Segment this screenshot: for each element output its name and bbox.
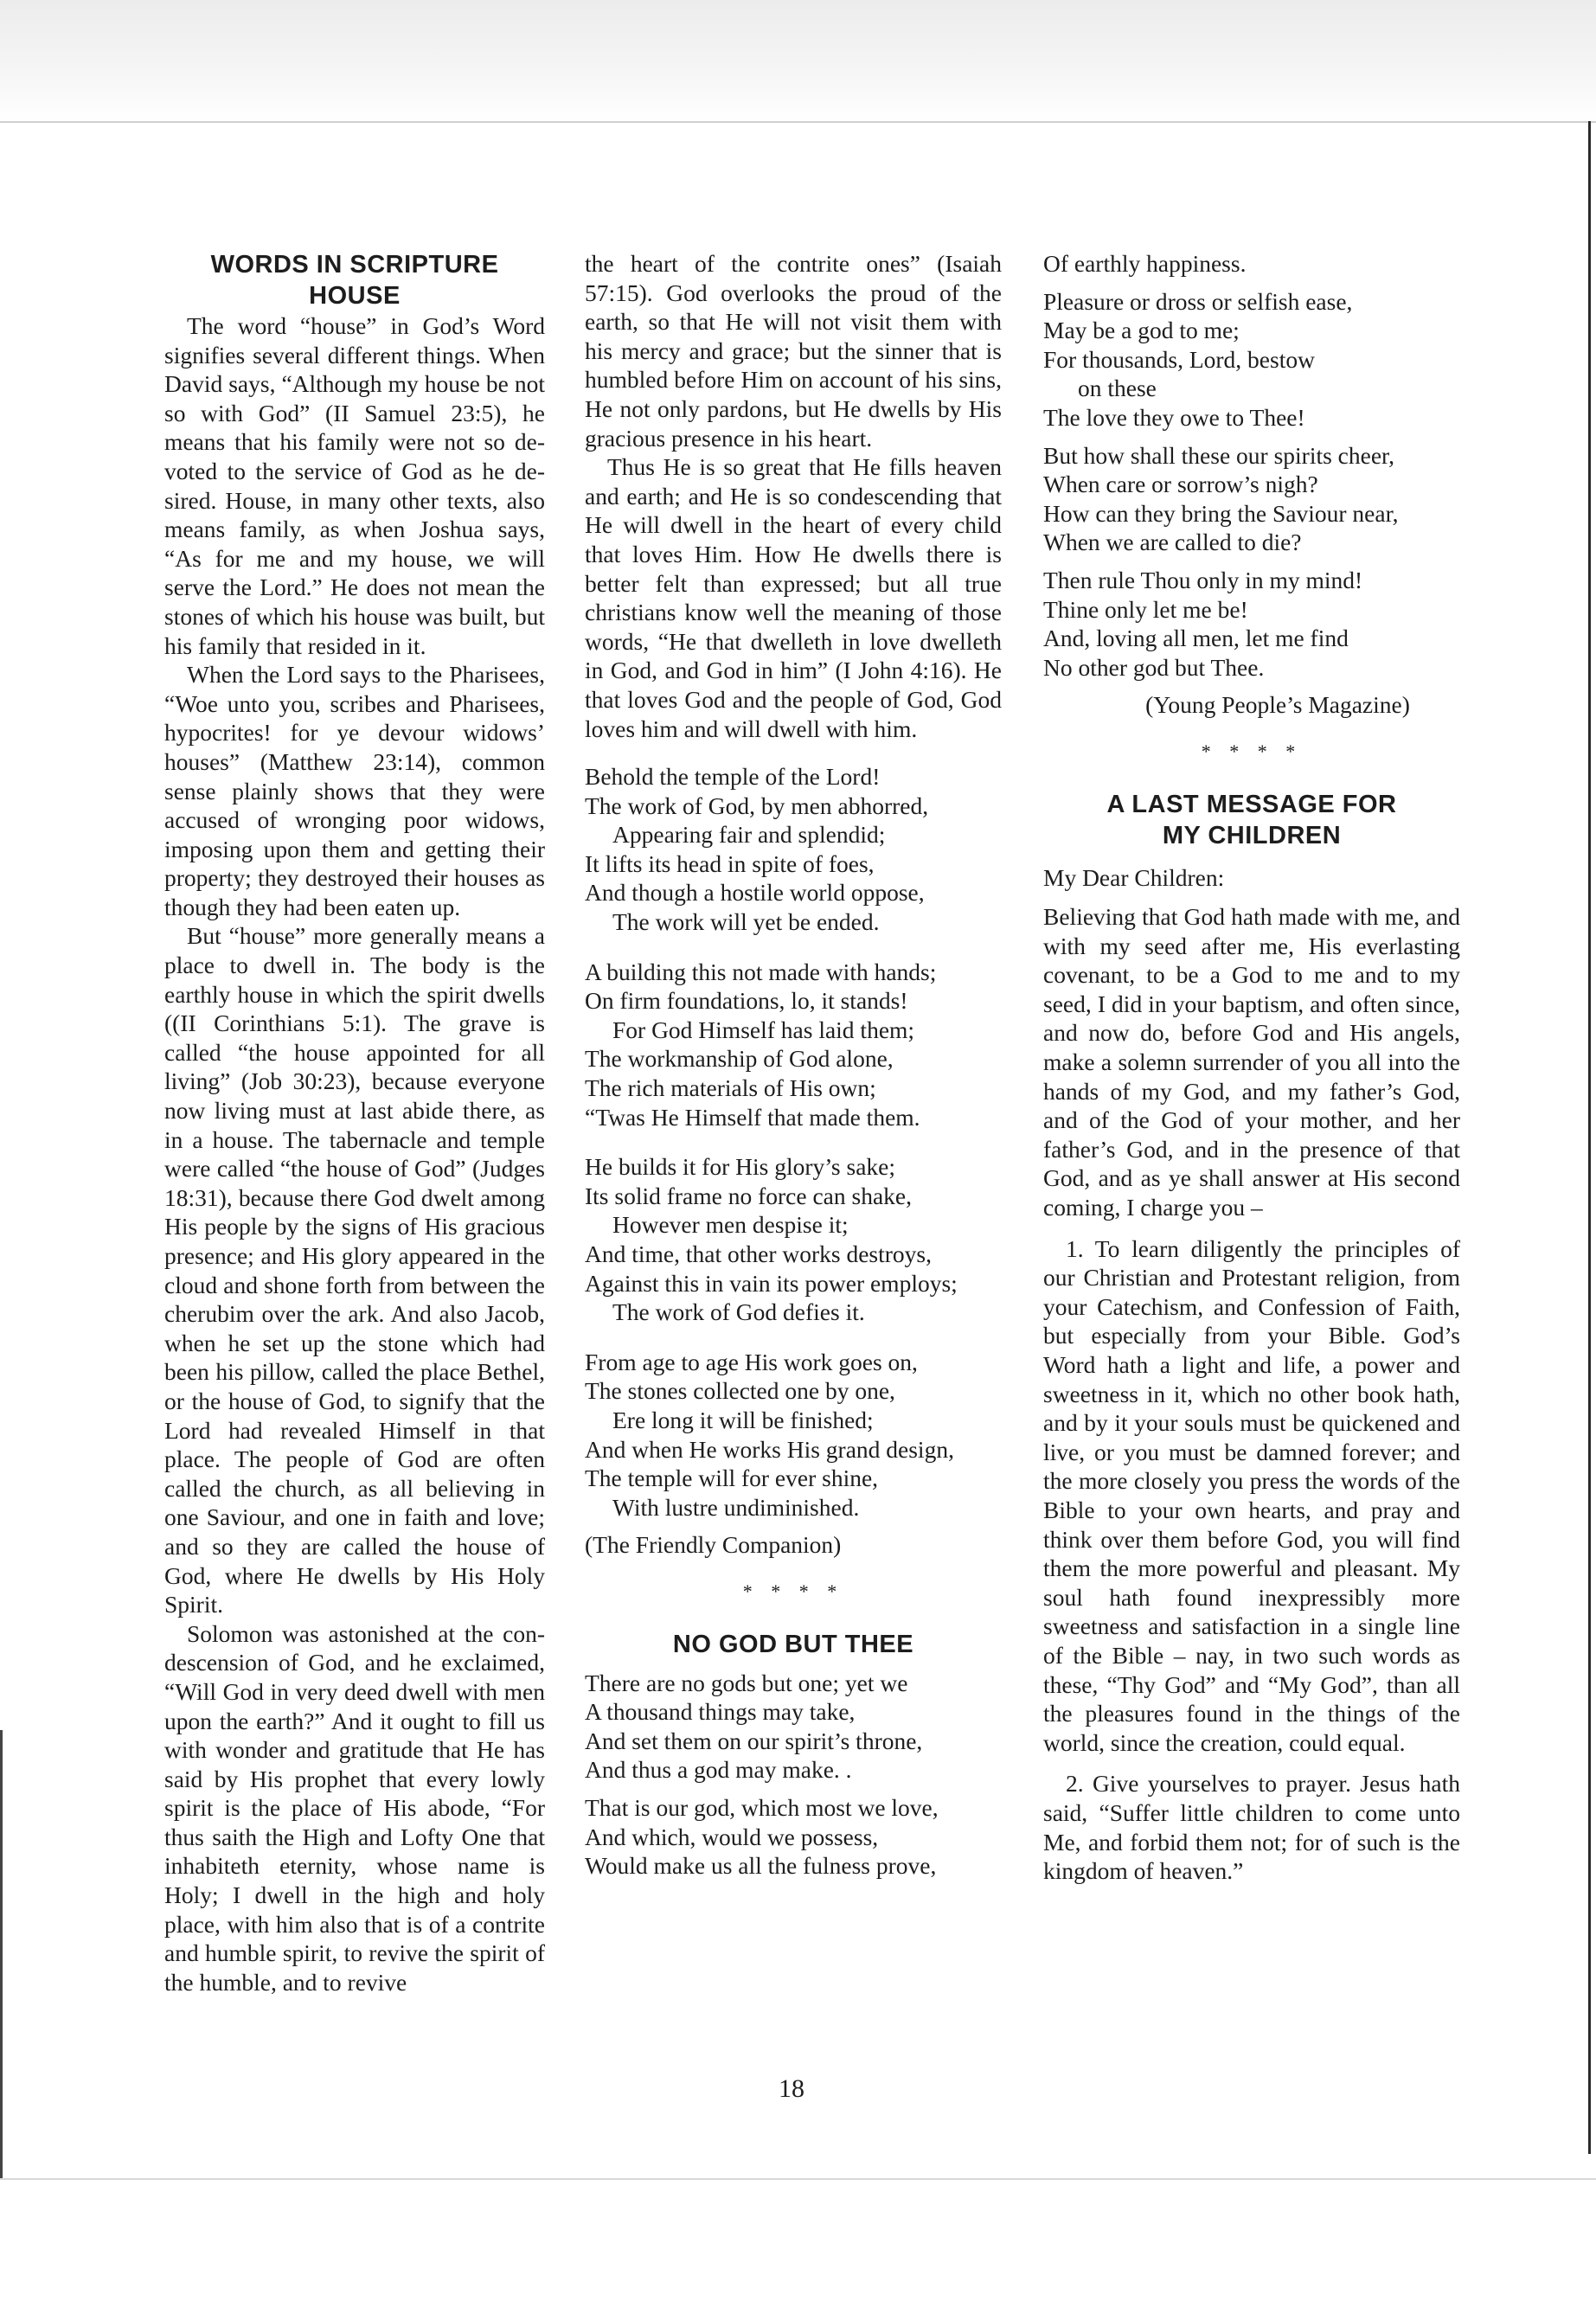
poem-line: For thousands, Lord, bestow [1043,345,1315,373]
poem-stanza [1043,566,1460,682]
poem-line: on these [1078,375,1157,402]
paragraph: the heart of the contrite ones” (Isaiah 57:15). God overlooks the proud of the earth, so that He will not visit them with his mercy and grace; but the sinner that is humbled before Him on account of his sins, He not only pardons, but He dwells by His gracious presence in his heart. [585,250,1002,452]
poem-line: The work of God, by men abhorred, [585,792,929,819]
poem-temple [585,762,1002,1522]
poem-line: Pleasure or dross or selfish ease, [1043,287,1353,315]
poem-no-god-but-thee-continued [1043,249,1460,682]
column-3 [1043,249,1460,1886]
paragraph: Solomon was astonished at the condescension of God, and he exclaimed, “Will God in very deed dwell with men upon the earth?” And it ought to fill us with wonder and gratitude that He has said by His prophet that every lowly spirit is the place of His abode, “For thus saith the High and Lofty One that inhabiteth eternity, whose name is Holy; I dwell in the high and holy place, with him also that is of a contrite and humble spirit, to revive the spirit of the humble, and to revive [164,1619,545,1996]
poem-stanza [585,1669,1002,1785]
poem-line: No other god but Thee. [1043,653,1265,681]
heading-line: HOUSE [309,282,401,310]
poem-line: Its solid frame no force can shake, [585,1182,912,1209]
paragraph: 2. Give yourselves to prayer. Jesus hath said, “Suffer little children to come unto Me, and forbid them not; for of such is the kingdom of heaven.” [1043,1770,1460,1885]
poem-line: Behold the temple of the Lord! [585,763,881,791]
section-divider-stars: * * * * [1201,740,1303,762]
page-left-edge [0,1730,3,2180]
poem-line: The love they owe to Thee! [1043,403,1305,431]
poem-stanza [585,762,1002,937]
poem-no-god-but-thee [585,1669,1002,1881]
poem-line: But how shall these our spirits cheer, [1043,441,1394,469]
heading-line: WORDS IN SCRIPTURE [210,251,499,279]
poem-line: Then rule Thou only in my mind! [1043,566,1363,593]
poem-line: The workmanship of God alone, [585,1045,894,1073]
poem-stanza [585,958,1002,1132]
poem-line: There are no gods but one; yet we [585,1669,908,1696]
poem-line: And set them on our spirit’s throne, [585,1727,923,1754]
paragraph: But “house” more generally means a place to dwell in. The body is the earthly house in which the spirit dwells ((II Corinthians 5:1). The grave is called “the house appointed for all living” (Job 30:23), because everyone now living must at last abide there, as in a house. The tabernacle and temple were called “the house of God” (Judges 18:31), because there God dwelt among His people by the signs of His gracious presence; and His glory appeared in the cloud and shone forth from between the cherubim over the ark. And also Jacob, when he set up the stone which had been his pillow, called the place Bethel, or the house of God, to signify that the Lord had revealed Himself in that place. The people of God are often called the church, as all believing in one Saviour, and one in faith and love; and so they are called the house of God, where He dwells by His Holy Spirit. [164,922,545,1618]
poem-line: That is our god, which most we love, [585,1793,939,1821]
poem-line: “Twas He Himself that made them. [585,1103,920,1131]
poem-line: May be a god to me; [1043,317,1240,344]
poem-line: A building this not made with hands; [585,958,937,985]
poem-line: The stones collected one by one, [585,1377,895,1405]
paragraph: The word “house” in God’s Word signifies several different things. When David says, “Although my house be not so with God” (II Samuel 23:5), he means that his family were not so devoted to the service of God as he desired. House, in many other texts, also means family, as when Joshua says, “As for me and my house, we will serve the Lord.” He does not mean the stones of which his house was built, but his family that resided in it. [164,312,545,659]
poem-stanza [585,1152,1002,1327]
column-2 [585,249,1002,1889]
poem-line: Ere long it will be finished; [612,1406,874,1433]
article-heading-no-god-but-thee: NO GOD BUT THEE [672,1630,914,1658]
poem-line: He builds it for His glory’s sake; [585,1153,895,1181]
poem-line: On firm foundations, lo, it stands! [585,987,908,1015]
poem-line: The temple will for ever shine, [585,1465,879,1492]
page-right-edge [1588,121,1591,2154]
article-heading-words-in-scripture [164,249,545,311]
poem-line: The work will yet be ended. [612,908,880,936]
poem-line: Of earthly happiness. [1043,250,1247,277]
poem-line: And, loving all men, let me find [1043,625,1349,652]
salutation: My Dear Children: [1043,863,1225,891]
poem-line: And when He works His grand design, [585,1435,954,1463]
source-attribution: (Young People’s Magazine) [1145,691,1410,719]
heading-line: MY CHILDREN [1162,821,1342,849]
poem-stanza [585,1793,1002,1881]
poem-line: With lustre undiminished. [612,1493,860,1521]
poem-stanza [1043,441,1460,557]
poem-line: How can they bring the Saviour near, [1043,499,1399,527]
heading-line: A LAST MESSAGE FOR [1106,790,1397,818]
page-bottom-edge [0,2178,1596,2180]
column-1 [164,249,545,1997]
poem-line: And time, that other works destroys, [585,1240,932,1267]
paragraph: Thus He is so great that He fills heaven and earth; and He is so condescending that He will dwell in the heart of every child that loves Him. How He dwells there is better felt than expressed; but all true christians know well the meaning of those words, “He that dwelleth in love dwelleth in God, and God in him” (I John 4:16). He that loves God and the people of God, God loves him and will dwell with him. [585,453,1002,742]
poem-line: It lifts its head in spite of foes, [585,849,875,877]
poem-stanza [1043,287,1460,433]
poem-line: And which, would we possess, [585,1823,879,1850]
article-heading-last-message [1043,789,1460,851]
page-top-edge [0,121,1596,123]
page-number: 18 [779,2074,804,2103]
poem-line: Would make us all the fulness prove, [585,1852,937,1880]
poem-line: Appearing fair and splendid; [612,821,886,849]
poem-line: For God Himself has laid them; [612,1016,915,1043]
poem-line: When care or sorrow’s nigh? [1043,471,1318,498]
section-divider-stars: * * * * [742,1580,844,1602]
poem-line: Thine only let me be! [1043,595,1248,623]
source-attribution: (The Friendly Companion) [585,1531,842,1559]
paragraph: When the Lord says to the Pharisees, “Woe unto you, scribes and Pharisees, hypocrites! for ye devour widows’ houses” (Matthew 23:14), common sense plainly shows that they were accused of wronging poor widows, imposing upon them and getting their property; they destroyed their houses as though they had been eaten up. [164,661,545,920]
page-top-shade [0,0,1596,121]
poem-line: Against this in vain its power employs; [585,1269,958,1297]
poem-line: And thus a god may make. . [585,1756,852,1784]
poem-line: From age to age His work goes on, [585,1348,918,1375]
paragraph: Believing that God hath made with me, and with my seed after me, His everlasting covenant, to be a God to me and to my seed, I did in your baptism, and often since, and now do, before God and His angels, make a solemn surrender of you all into the hands of my God, and my father’s God, and of the God of your mother, and her father’s God, and in the presence of that God, and as ye shall answer at His second coming, I charge you – [1043,903,1460,1221]
poem-stanza [1043,249,1460,279]
poem-stanza [585,1348,1002,1522]
paragraph: 1. To learn diligently the principles of our Christian and Protestant religion, from your Catechism, and Confession of Faith, but especially from your Bible. God’s Word hath a light and life, a power and sweetness in it, which no other book hath, and by it your souls must be quickened and live, or you must be damned forever; and the more closely you press the words of the Bible to your own hearts, and pray and think over them before God, you will find them the more powerful and pleasant. My soul hath found inexpressibly more sweetness and satisfaction in a single line of the Bible – nay, in two such words as these, “Thy God” and “My God”, than all the pleasures found in the things of the world, since the creation, could equal. [1043,1234,1460,1756]
poem-line: The rich materials of His own; [585,1074,876,1102]
poem-line: When we are called to die? [1043,529,1302,556]
poem-line: A thousand things may take, [585,1698,856,1726]
poem-line: However men despise it; [612,1211,849,1239]
poem-line: And though a hostile world oppose, [585,879,925,907]
poem-line: The work of God defies it. [612,1298,865,1326]
